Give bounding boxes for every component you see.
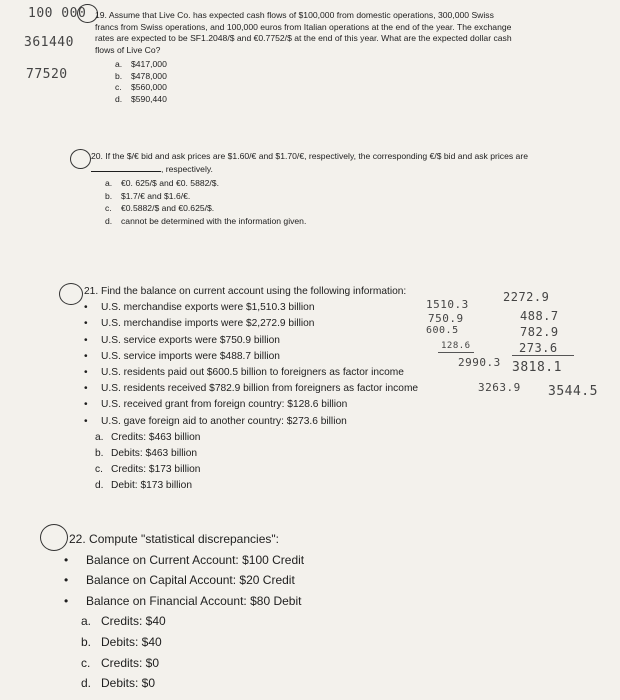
option-letter: b. xyxy=(81,634,92,649)
question-21-number: 21. xyxy=(84,286,99,297)
option-b[interactable] xyxy=(105,190,548,203)
handwritten-sum-line xyxy=(512,355,574,356)
question-19-number: 19. xyxy=(95,10,107,20)
option-a[interactable] xyxy=(115,59,515,71)
option-text: $560,000 xyxy=(131,82,167,92)
option-text: Credits: $40 xyxy=(101,614,166,629)
fact-item: • U.S. merchandise imports were $2,272.9 billion xyxy=(101,316,538,332)
option-letter: c. xyxy=(105,203,112,214)
option-text: Debits: $463 billion xyxy=(111,448,198,460)
question-21-text: Find the balance on current account using the following information: xyxy=(101,286,407,297)
option-text: $1.7/€ and $1.6/€. xyxy=(121,190,191,201)
question-22-stem xyxy=(54,529,474,550)
handwritten-sum-line xyxy=(438,352,474,353)
option-text: $590,440 xyxy=(131,93,167,104)
handwritten-note: 2990.3 xyxy=(458,356,501,369)
handwritten-note: 77520 xyxy=(26,67,68,82)
fact-item: • U.S. residents paid out $600.5 billion to foreigners as factor income xyxy=(101,365,538,381)
question-22-number: 22. xyxy=(69,532,86,546)
option-text: Credits: $0 xyxy=(101,655,160,670)
option-letter: a. xyxy=(95,431,104,443)
fact-item: • U.S. residents received $782.9 billion from foreigners as factor income xyxy=(101,381,538,397)
fact-item: • U.S. service exports were $750.9 billion xyxy=(101,333,538,349)
answer-blank xyxy=(91,163,161,172)
fact-item: • Balance on Current Account: $100 Credit xyxy=(86,550,474,571)
option-d[interactable] xyxy=(95,478,538,494)
option-text: Credits: $173 billion xyxy=(111,464,201,476)
option-letter: c. xyxy=(95,464,103,476)
handwritten-note: 600.5 xyxy=(426,325,459,336)
option-letter: d. xyxy=(81,676,92,691)
question-20-stem xyxy=(78,150,548,175)
option-text: cannot be determined with the information given. xyxy=(121,215,307,226)
fact-item: • U.S. received grant from foreign country: $128.6 billion xyxy=(101,397,538,413)
option-b[interactable] xyxy=(81,632,474,653)
option-a[interactable] xyxy=(95,430,538,446)
handwritten-note: 361440 xyxy=(24,35,74,50)
option-text: $478,000 xyxy=(131,70,167,81)
option-letter: a. xyxy=(105,178,113,189)
option-d[interactable] xyxy=(81,673,474,694)
question-21-options xyxy=(95,430,538,495)
option-text: $417,000 xyxy=(131,59,167,69)
option-a[interactable] xyxy=(105,177,548,190)
fact-item: • U.S. merchandise exports were $1,510.3 billion xyxy=(101,300,538,316)
handwritten-note: 100 000 xyxy=(28,6,87,21)
option-c[interactable] xyxy=(115,82,515,94)
question-19-text: Assume that Live Co. has expected cash flows of $100,000 from domestic operations, 300,000 Swiss francs from Swiss operations, and 100,000 euros from Italian operations at the end of the year. The exchange rates are expected to be SF1.2048/$ and €0.7752/$ at the end of this year. What are the expected dollar cash flows of Live Co? xyxy=(95,10,512,55)
handwritten-note: 128.6 xyxy=(441,341,471,351)
question-20-number: 20. xyxy=(91,151,103,161)
handwritten-note: 488.7 xyxy=(520,309,559,323)
option-a[interactable] xyxy=(81,611,474,632)
option-d[interactable] xyxy=(115,94,515,106)
fact-item: • Balance on Financial Account: $80 Debit xyxy=(86,591,474,612)
question-19 xyxy=(95,10,515,105)
option-text: Credits: $463 billion xyxy=(111,431,201,443)
option-text: Debit: $173 billion xyxy=(111,480,192,492)
option-text: Debits: $40 xyxy=(101,634,162,649)
option-letter: d. xyxy=(115,93,123,104)
question-20-text-end: , respectively. xyxy=(161,163,213,174)
question-22 xyxy=(54,529,474,694)
question-20-text: If the $/€ bid and ask prices are $1.60/€ and $1.70/€, respectively, the corresponding €/$ bid and ask prices are xyxy=(105,151,528,161)
question-21 xyxy=(68,284,538,495)
option-letter: a. xyxy=(115,59,123,69)
option-letter: c. xyxy=(115,82,122,92)
option-c[interactable] xyxy=(105,202,548,215)
option-letter: a. xyxy=(81,614,92,629)
option-letter: d. xyxy=(95,480,104,492)
handwritten-note: 1510.3 xyxy=(426,298,469,311)
option-text: €0.5882/$ and €0.625/$. xyxy=(121,203,215,214)
handwritten-note: 3544.5 xyxy=(548,384,598,399)
option-text: €0. 625/$ and €0. 5882/$. xyxy=(121,178,219,189)
fact-item: • Balance on Capital Account: $20 Credit xyxy=(86,570,474,591)
option-letter: d. xyxy=(105,215,113,226)
handwritten-note: 750.9 xyxy=(428,312,464,325)
question-20-options xyxy=(105,177,548,227)
option-text: Debits: $0 xyxy=(101,676,156,691)
option-letter: c. xyxy=(81,655,91,670)
question-22-text: Compute "statistical discrepancies": xyxy=(89,532,279,546)
option-c[interactable] xyxy=(95,462,538,478)
handwritten-note: 3263.9 xyxy=(478,381,521,394)
question-20 xyxy=(78,150,548,228)
option-letter: b. xyxy=(105,190,113,201)
fact-item: • U.S. service imports were $488.7 billion xyxy=(101,349,538,365)
question-22-options xyxy=(81,611,474,693)
option-c[interactable] xyxy=(81,653,474,674)
handwritten-note: 2272.9 xyxy=(503,290,550,304)
handwritten-note: 782.9 xyxy=(520,325,559,339)
handwritten-note: 273.6 xyxy=(519,341,558,355)
fact-item: • U.S. gave foreign aid to another country: $273.6 billion xyxy=(101,414,538,430)
question-19-options xyxy=(115,59,515,105)
option-d[interactable] xyxy=(105,215,548,228)
option-b[interactable] xyxy=(115,71,515,83)
option-b[interactable] xyxy=(95,446,538,462)
option-letter: b. xyxy=(95,448,104,460)
question-22-facts xyxy=(86,550,474,612)
option-letter: b. xyxy=(115,70,123,81)
question-19-stem xyxy=(95,10,515,56)
handwritten-note: 3818.1 xyxy=(512,360,562,375)
